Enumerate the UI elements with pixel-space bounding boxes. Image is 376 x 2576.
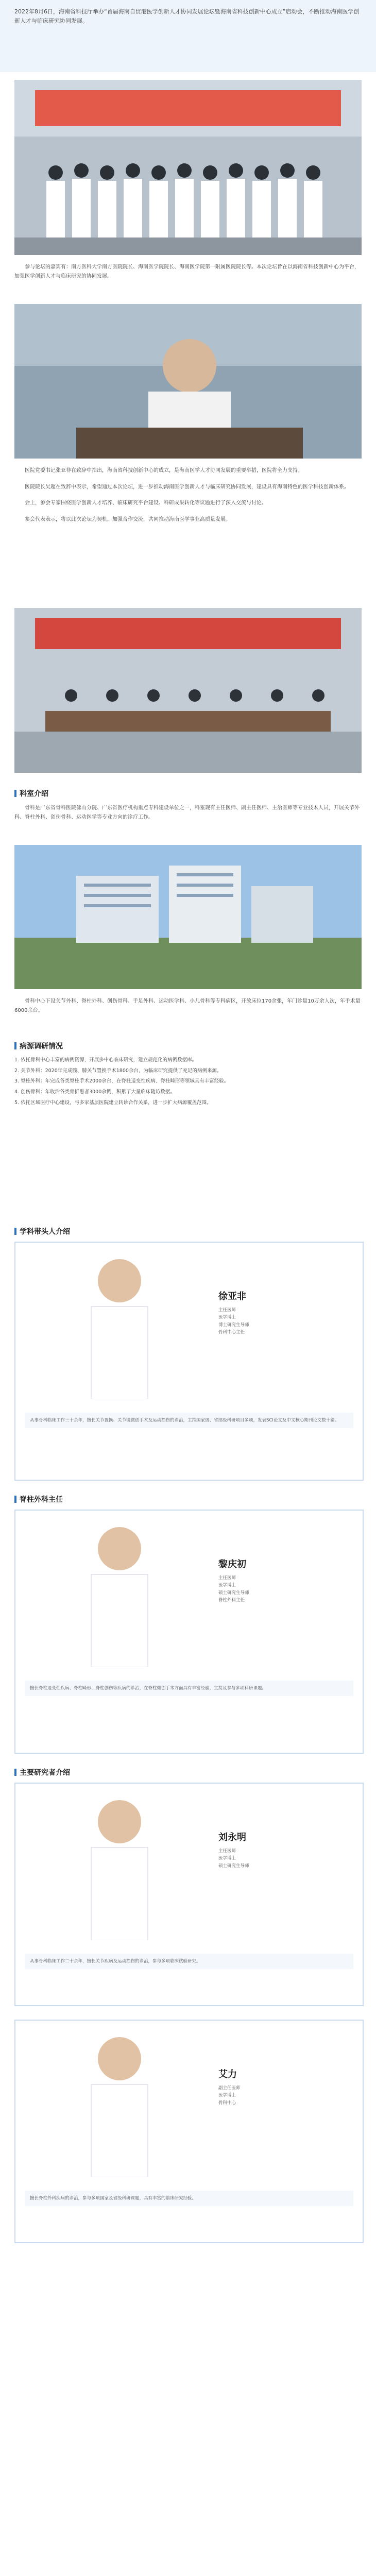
section1-para5: 参会代表表示，将以此次论坛为契机，加强合作交流，共同推动海南医学事业高质量发展。 (25, 516, 231, 522)
speaker-photo (14, 304, 362, 459)
leader-bio: 从事骨科临床工作三十余年，擅长关节置换、关节镜微创手术及运动损伤的诊治，主持国家级、省部级科研项目多项，发表SCI论文及中文核心期刊论文数十篇。 (25, 1413, 353, 1428)
researcher1-bio: 从事骨科临床工作二十余年，擅长关节疾病及运动损伤的诊治，参与多项临床试验研究。 (25, 1954, 353, 1969)
spine-heading: 脊柱外科主任 (14, 1494, 63, 1504)
heading-bar (14, 790, 16, 797)
section1-para1-wrap (14, 263, 362, 281)
researcher2-info (218, 2067, 301, 2107)
dept-heading: 科室介绍 (14, 788, 48, 799)
section1-para2-wrap (14, 466, 362, 524)
spine-line: 主任医师 (218, 1575, 236, 1581)
spine-name: 黎庆初 (218, 1559, 246, 1570)
researcher2-portrait (81, 2028, 158, 2177)
spine-info (218, 1557, 301, 1604)
heading-bar (14, 1769, 16, 1776)
researcher1-name: 刘永明 (218, 1832, 246, 1843)
heading-bar (14, 1496, 16, 1503)
heading-bar (14, 1042, 16, 1049)
researchers-heading: 主要研究者介绍 (14, 1767, 70, 1777)
dept-para1-wrap (14, 804, 362, 822)
research-item: 2. 关节外科：2020年完成髋、膝关节置换手术1800余台，为临床研究提供了充足的病例来源。 (14, 1067, 222, 1074)
research-list (14, 1056, 362, 1109)
spine-portrait (81, 1518, 158, 1667)
researcher1-line: 医学博士 (218, 1856, 236, 1861)
research-item: 5. 依托区域医疗中心建设，与多家基层医院建立转诊合作关系，进一步扩大病源覆盖范围。 (14, 1099, 212, 1106)
meeting-photo (14, 608, 362, 773)
section1-para4: 会上，参会专家围绕医学创新人才培养、临床研究平台建设、科研成果转化等议题进行了深入交流与讨论。 (25, 500, 267, 506)
research-item: 4. 创伤骨科：年收治各类骨折患者3000余例，积累了大量临床随访数据。 (14, 1089, 175, 1095)
research-item: 1. 依托骨科中心丰富的病例资源，开展多中心临床研究，建立规范化的病例数据库。 (14, 1057, 197, 1063)
group-photo (14, 80, 362, 255)
section1-para2: 医院党委书记张亚非在致辞中指出，海南省科技创新中心的成立，是海南医学人才协同发展的重要举措，医院将全力支持。 (25, 468, 303, 473)
spine-card (14, 1510, 364, 1754)
leader-info (218, 1289, 301, 1336)
leader-line: 博士研究生导师 (218, 1322, 249, 1328)
researcher1-line: 硕士研究生导师 (218, 1863, 249, 1869)
researcher2-line: 医学博士 (218, 2093, 236, 2098)
leader-line: 医学博士 (218, 1315, 236, 1320)
researcher2-card (14, 2020, 364, 2243)
section1-para3: 医院院长吴超在致辞中表示，希望通过本次论坛，进一步推动海南医学创新人才与临床研究协同发展，建设具有海南特色的医学科技创新体系。 (25, 484, 349, 490)
research-item: 3. 脊柱外科：年完成各类脊柱手术2000余台，在脊柱退变性疾病、脊柱畸形等领域具有丰富经验。 (14, 1078, 229, 1084)
leader-line: 骨科中心主任 (218, 1330, 245, 1335)
heading-bar (14, 1228, 16, 1235)
dept-para1: 骨科是广东省骨科医院佛山分院、广东省医疗机构重点专科建设单位之一，科室现有主任医师、副主任医师、主治医师等专业技术人员，开展关节外科、脊柱外科、创伤骨科、运动医学等专业方向的诊疗工作。 (14, 805, 360, 820)
dept-para2: 骨科中心下设关节外科、脊柱外科、创伤骨科、手足外科、运动医学科、小儿骨科等专科病区，开放床位170余张，年门诊量10万余人次，年手术量6000余台。 (14, 998, 361, 1013)
leader-portrait (81, 1250, 158, 1399)
leader-line: 主任医师 (218, 1308, 236, 1313)
dept-para2-wrap (14, 997, 362, 1015)
spine-line: 医学博士 (218, 1583, 236, 1588)
leaders-heading: 学科带头人介绍 (14, 1226, 70, 1236)
leader-name: 徐亚非 (218, 1291, 246, 1302)
researcher1-portrait (81, 1791, 158, 1940)
researcher2-line: 骨科中心 (218, 2100, 236, 2106)
researcher2-name: 艾力 (218, 2069, 237, 2080)
research-heading: 病源调研情况 (14, 1041, 63, 1051)
researcher1-line: 主任医师 (218, 1849, 236, 1854)
intro-banner (0, 0, 376, 72)
spine-bio: 擅长脊柱退变性疾病、脊柱畸形、脊柱创伤等疾病的诊治，在脊柱微创手术方面具有丰富经验，主持及参与多项科研课题。 (25, 1681, 353, 1696)
spine-line: 硕士研究生导师 (218, 1590, 249, 1596)
researcher2-bio: 擅长脊柱外科疾病的诊治，参与多项国家及省级科研课题，具有丰富的临床研究经验。 (25, 2191, 353, 2206)
hospital-photo (14, 845, 362, 989)
spine-line: 脊柱外科主任 (218, 1598, 245, 1603)
researcher1-card (14, 1783, 364, 2006)
researcher1-info (218, 1830, 301, 1870)
intro-text: 2022年8月6日，海南省科技厅举办“首届海南自贸港医学创新人才协同发展论坛暨海南省科技创新中心成立”启动会，不断推动海南医学创新人才与临床研究协同发展。 (14, 8, 360, 24)
leader-card (14, 1242, 364, 1481)
section1-para1: 参与论坛的嘉宾有：南方医科大学南方医院院长、海南医学院院长、海南医学院第一附属医院院长等。本次论坛旨在以海南省科技创新中心为平台，加强医学创新人才与临床研究的协同发展。 (14, 264, 360, 279)
researcher2-line: 副主任医师 (218, 2086, 241, 2091)
